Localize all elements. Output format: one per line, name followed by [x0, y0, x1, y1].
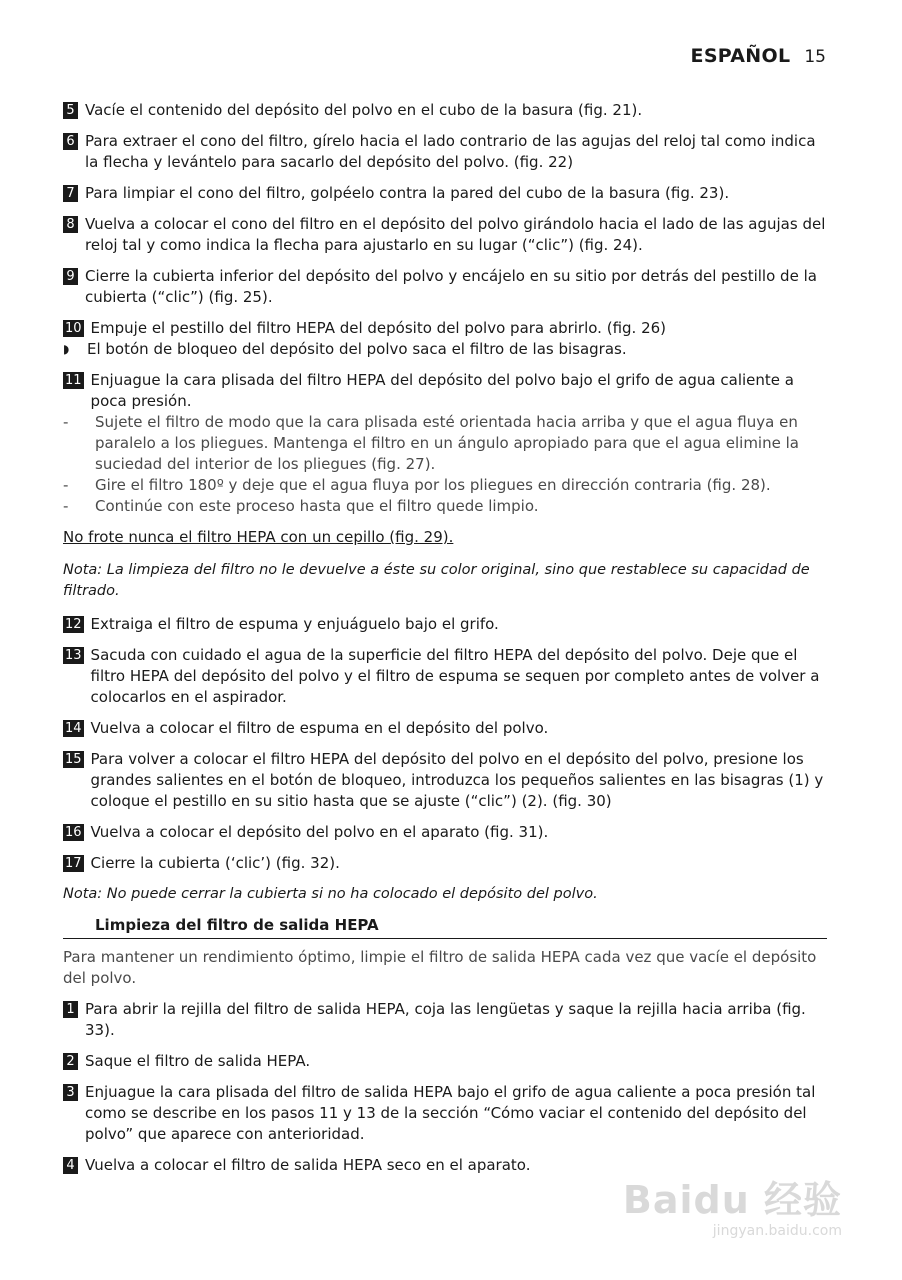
step-number-badge: 5: [63, 102, 78, 119]
step-12: [63, 614, 827, 635]
step-text: Vuelva a colocar el filtro de salida HEPA seco en el aparato.: [85, 1156, 531, 1174]
step-text: Enjuague la cara plisada del filtro HEPA del depósito del polvo bajo el grifo de agua caliente a poca presión.: [90, 371, 794, 410]
step-17: [63, 853, 827, 874]
step-number-badge: 15: [65, 752, 82, 767]
step-9: [63, 266, 827, 308]
step-text: Saque el filtro de salida HEPA.: [85, 1052, 311, 1070]
sub-item: [63, 412, 827, 475]
section-step-3: [63, 1082, 827, 1145]
warning-text: No frote nunca el filtro HEPA con un cepillo (fig. 29).: [63, 528, 454, 546]
section-step-1: [63, 999, 827, 1041]
sub-item: [63, 475, 827, 496]
result-arrow-icon: ◗: [63, 342, 70, 356]
step-14: [63, 718, 827, 739]
step-text: Extraiga el filtro de espuma y enjuáguelo bajo el grifo.: [90, 615, 499, 633]
baidu-watermark: [623, 1178, 842, 1240]
step-text: Empuje el pestillo del filtro HEPA del depósito del polvo para abrirlo. (fig. 26): [90, 319, 667, 337]
step-number-badge: 17: [65, 856, 82, 871]
section-intro: Para mantener un rendimiento óptimo, limpie el filtro de salida HEPA cada vez que vacíe el depósito del polvo.: [63, 948, 817, 987]
sub-item: [63, 496, 827, 517]
step-text: Vuelva a colocar el cono del filtro en el depósito del polvo girándolo hacia el lado de las agujas del reloj tal y como indica la flecha para ajustarlo en su lugar (“clic”) (fig. 24).: [85, 215, 826, 254]
step-text: Sacuda con cuidado el agua de la superficie del filtro HEPA del depósito del polvo. Deje que el filtro HEPA del depósito del polvo y el filtro de espuma se sequen por completo antes de volver a colocarlos en el aspirador.: [90, 646, 820, 706]
step-10: [63, 318, 827, 339]
result-text: El botón de bloqueo del depósito del polvo saca el filtro de las bisagras.: [87, 340, 627, 358]
step-number-badge: 10: [65, 321, 82, 336]
step-text: Cierre la cubierta (‘clic’) (fig. 32).: [90, 854, 340, 872]
dash-bullet: -: [63, 476, 69, 494]
step-text: Vacíe el contenido del depósito del polvo en el cubo de la basura (fig. 21).: [85, 101, 643, 119]
step-6: [63, 131, 827, 173]
section-step-2: [63, 1051, 827, 1072]
page-number: 15: [804, 47, 826, 67]
step-text: Para limpiar el cono del filtro, golpéelo contra la pared del cubo de la basura (fig. 23).: [85, 184, 730, 202]
step-number-badge: 11: [65, 373, 82, 388]
step-number-badge: 1: [63, 1001, 78, 1018]
step-16: [63, 822, 827, 843]
step-13: [63, 645, 827, 708]
step-text: Vuelva a colocar el depósito del polvo en el aparato (fig. 31).: [90, 823, 549, 841]
step-text: Para abrir la rejilla del filtro de salida HEPA, coja las lengüetas y saque la rejilla hacia arriba (fig. 33).: [85, 1000, 806, 1039]
step-text: Vuelva a colocar el filtro de espuma en el depósito del polvo.: [90, 719, 549, 737]
step-text: Para volver a colocar el filtro HEPA del depósito del polvo en el depósito del polvo, presione los grandes salientes en el botón de bloqueo, introduzca los pequeños salientes en las bisagras (1) y coloque el pestillo en su sitio hasta que se ajuste (“clic”) (2). (fig. 30): [90, 750, 824, 810]
step-number-badge: 4: [63, 1157, 78, 1174]
dash-bullet: -: [63, 413, 69, 431]
sub-item-text: Continúe con este proceso hasta que el filtro quede limpio.: [95, 497, 539, 515]
section-step-4: [63, 1155, 827, 1176]
step-number-badge: 12: [65, 617, 82, 632]
dash-bullet: -: [63, 497, 69, 515]
note-filter-color: Nota: La limpieza del filtro no le devuelve a éste su color original, sino que restablece su capacidad de filtrado.: [63, 562, 810, 599]
sub-item-text: Gire el filtro 180º y deje que el agua fluya por los pliegues en dirección contraria (fig. 28).: [95, 476, 771, 494]
page-header: [691, 45, 826, 67]
step-8: [63, 214, 827, 256]
step-number-badge: 2: [63, 1053, 78, 1070]
step-text: Enjuague la cara plisada del filtro de salida HEPA bajo el grifo de agua caliente a poca presión tal como se describe en los pasos 11 y 13 de la sección “Cómo vaciar el contenido del depósito del polvo” que aparece con anterioridad.: [85, 1083, 816, 1143]
step-7: [63, 183, 827, 204]
step-15: [63, 749, 827, 812]
step-number-badge: 7: [63, 185, 78, 202]
note-cover: Nota: No puede cerrar la cubierta si no ha colocado el depósito del polvo.: [63, 886, 598, 902]
step-number-badge: 14: [65, 721, 82, 736]
step-5: [63, 100, 827, 121]
step-number-badge: 9: [63, 268, 78, 285]
section-heading: Limpieza del filtro de salida HEPA: [63, 915, 827, 939]
language-label: ESPAÑOL: [690, 45, 791, 67]
step-11-subitems: [63, 412, 827, 517]
sub-item-text: Sujete el filtro de modo que la cara plisada esté orientada hacia arriba y que el agua fluya en paralelo a los pliegues. Mantenga el filtro en un ángulo apropiado para que el agua elimine la suciedad del interior de los pliegues (fig. 27).: [95, 413, 799, 473]
watermark-url: jingyan.baidu.com: [712, 1223, 842, 1239]
step-text: Para extraer el cono del filtro, gírelo hacia el lado contrario de las agujas del reloj tal como indica la flecha y levántelo para sacarlo del depósito del polvo. (fig. 22): [85, 132, 816, 171]
step-10-result: [63, 339, 827, 360]
step-11: [63, 370, 827, 412]
step-number-badge: 13: [65, 648, 82, 663]
watermark-logo: Baidu 经验: [622, 1178, 842, 1222]
step-text: Cierre la cubierta inferior del depósito del polvo y encájelo en su sitio por detrás del pestillo de la cubierta (“clic”) (fig. 25).: [85, 267, 817, 306]
step-number-badge: 6: [63, 133, 78, 150]
step-number-badge: 3: [63, 1084, 78, 1101]
page-content: [63, 100, 827, 1186]
step-number-badge: 8: [63, 216, 78, 233]
step-number-badge: 16: [65, 825, 82, 840]
